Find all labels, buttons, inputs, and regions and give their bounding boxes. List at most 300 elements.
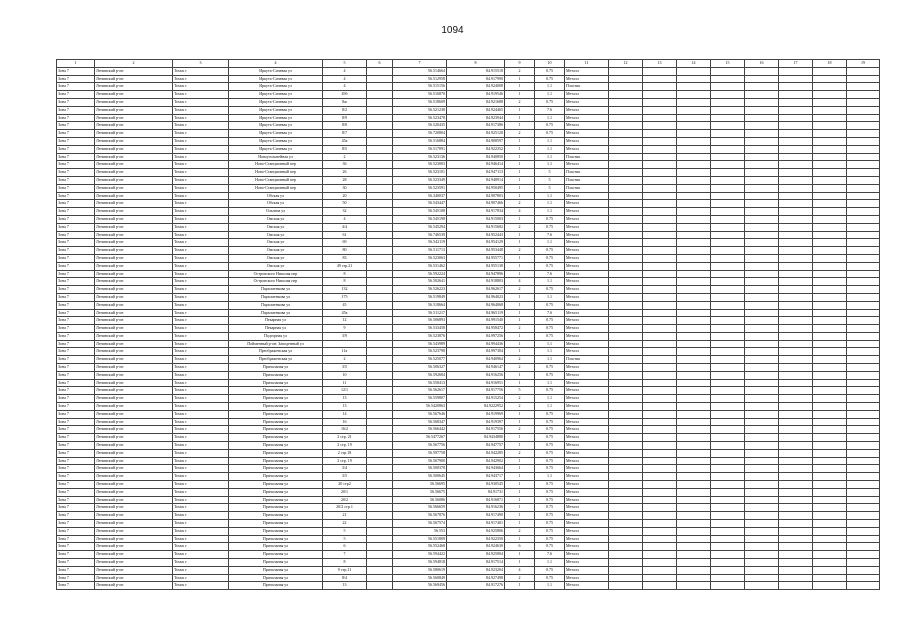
table-cell: Металл (565, 418, 609, 426)
table-cell (711, 356, 745, 364)
table-cell (609, 434, 643, 442)
table-cell: 1 (505, 176, 535, 184)
table-cell (367, 231, 393, 239)
table-cell (847, 379, 880, 387)
table-cell: Иркута-Сичевая ул (229, 98, 323, 106)
table-cell: Причальная ул (229, 481, 323, 489)
table-cell (677, 574, 711, 582)
table-cell (609, 317, 643, 325)
table-cell: Томск г (173, 527, 229, 535)
table-cell: 84.964023 (447, 293, 505, 301)
table-cell: Причальная ул (229, 465, 323, 473)
table-cell: 20 стр2 (323, 481, 367, 489)
table-cell: Ленинский р-он (95, 215, 173, 223)
table-cell: 56.543989 (393, 340, 447, 348)
table-cell: Ленинский р-он (95, 145, 173, 153)
table-cell: 1 (505, 442, 535, 450)
table-cell (643, 91, 677, 99)
table-cell (367, 215, 393, 223)
table-cell: 1.1 (535, 379, 565, 387)
table-row (57, 481, 880, 489)
table-cell: 2 стр. 19 (323, 457, 367, 465)
table-cell: 11а (323, 348, 367, 356)
table-cell: 56.516870 (393, 91, 447, 99)
table-cell: Ленинский р-он (95, 582, 173, 590)
table-cell: Зона 7 (57, 161, 95, 169)
table-cell (323, 340, 367, 348)
table-cell (813, 122, 847, 130)
table-cell: 4 (323, 215, 367, 223)
table-cell: 1 (505, 473, 535, 481)
table-cell: 7.6 (535, 106, 565, 114)
table-cell (643, 566, 677, 574)
table-cell: 9 стр.11 (323, 566, 367, 574)
table-cell: 84.942902 (447, 457, 505, 465)
table-cell (745, 559, 779, 567)
table-cell (745, 192, 779, 200)
table-cell (745, 473, 779, 481)
table-cell (779, 114, 813, 122)
table-cell (643, 208, 677, 216)
table-cell (847, 348, 880, 356)
table-cell (711, 208, 745, 216)
table-row (57, 270, 880, 278)
table-cell: Томск г (173, 161, 229, 169)
table-cell: Причальная ул (229, 520, 323, 528)
table-cell: Ленинский р-он (95, 356, 173, 364)
table-cell: Зона 7 (57, 348, 95, 356)
table-cell: Томск г (173, 137, 229, 145)
table-cell: Причальная ул (229, 535, 323, 543)
table-cell (779, 356, 813, 364)
table-cell (745, 332, 779, 340)
table-cell (847, 301, 880, 309)
table-cell (609, 559, 643, 567)
table-cell (643, 348, 677, 356)
table-cell (609, 223, 643, 231)
table-cell (643, 434, 677, 442)
table-row (57, 496, 880, 504)
table-cell: 1.1 (535, 559, 565, 567)
table-cell (677, 67, 711, 75)
table-cell: Пластик (565, 356, 609, 364)
table-cell (643, 153, 677, 161)
table-cell (779, 465, 813, 473)
table-cell: Металл (565, 301, 609, 309)
table-cell (643, 481, 677, 489)
table-cell: 83 (323, 254, 367, 262)
table-cell (609, 91, 643, 99)
table-cell: Ленинский р-он (95, 504, 173, 512)
table-cell: Томск г (173, 208, 229, 216)
table-cell (367, 434, 393, 442)
table-cell: 6 (323, 543, 367, 551)
table-cell: 1 (505, 410, 535, 418)
table-cell: Зона 7 (57, 512, 95, 520)
table-cell (643, 527, 677, 535)
table-cell (779, 75, 813, 83)
table-cell (367, 488, 393, 496)
column-number-cell: 9 (505, 60, 535, 68)
table-cell (711, 231, 745, 239)
table-cell: 1.1 (535, 114, 565, 122)
column-number-cell: 1 (57, 60, 95, 68)
table-cell: Зона 7 (57, 176, 95, 184)
table-cell (711, 403, 745, 411)
table-cell: 0.75 (535, 535, 565, 543)
table-cell (779, 91, 813, 99)
table-cell: 84.919969 (447, 410, 505, 418)
table-cell (643, 364, 677, 372)
table-cell (779, 348, 813, 356)
table-cell (643, 223, 677, 231)
table-cell: 84.907803 (447, 192, 505, 200)
table-cell: 8/9 (323, 114, 367, 122)
table-cell (677, 403, 711, 411)
table-cell: 4 (323, 67, 367, 75)
table-cell: 1 (505, 348, 535, 356)
table-row (57, 403, 880, 411)
table-cell: 0.75 (535, 488, 565, 496)
table-cell (847, 504, 880, 512)
table-cell: 84.942285 (447, 449, 505, 457)
table-row (57, 293, 880, 301)
table-cell (711, 504, 745, 512)
table-cell (745, 286, 779, 294)
table-cell: 56.56675 (393, 488, 447, 496)
table-cell: Томск г (173, 582, 229, 590)
table-cell: Металл (565, 223, 609, 231)
table-cell (847, 223, 880, 231)
table-row (57, 434, 880, 442)
table-cell (677, 200, 711, 208)
table-cell: Зона 7 (57, 410, 95, 418)
table-cell (779, 145, 813, 153)
table-cell: Ленинский р-он (95, 395, 173, 403)
table-cell: Причальная ул (229, 566, 323, 574)
table-cell: Зона 7 (57, 293, 95, 301)
table-cell: Ленинский р-он (95, 114, 173, 122)
table-cell: 1.1 (535, 192, 565, 200)
table-cell: 84.908597 (447, 137, 505, 145)
table-cell: Ленинский р-он (95, 301, 173, 309)
table-cell: Зона 7 (57, 364, 95, 372)
table-cell: 0.75 (535, 75, 565, 83)
table-cell (609, 293, 643, 301)
table-cell: 84.943664 (447, 465, 505, 473)
table-cell: Ленинский р-он (95, 410, 173, 418)
table-cell: Ленинский р-он (95, 325, 173, 333)
table-row (57, 340, 880, 348)
table-cell (677, 114, 711, 122)
table-cell (813, 192, 847, 200)
table-cell: Металл (565, 286, 609, 294)
table-cell (847, 91, 880, 99)
table-row (57, 130, 880, 138)
table-cell: 45а (323, 137, 367, 145)
table-cell (609, 403, 643, 411)
table-cell: Томск г (173, 488, 229, 496)
table-cell: 84.922352 (447, 145, 505, 153)
table-cell (677, 356, 711, 364)
table-cell: 56.545108 (393, 208, 447, 216)
table-cell (847, 364, 880, 372)
table-cell (677, 410, 711, 418)
table-cell (711, 301, 745, 309)
table-cell (847, 270, 880, 278)
table-cell: Ленинский р-он (95, 364, 173, 372)
table-cell (609, 371, 643, 379)
table-cell (813, 254, 847, 262)
table-cell (813, 262, 847, 270)
table-cell: Причальная ул (229, 473, 323, 481)
column-number-cell: 18 (813, 60, 847, 68)
table-cell (367, 566, 393, 574)
table-cell (813, 145, 847, 153)
table-cell (847, 98, 880, 106)
table-cell: 84.917556 (447, 426, 505, 434)
table-cell (813, 434, 847, 442)
table-cell (711, 262, 745, 270)
table-cell: 84.994436 (447, 340, 505, 348)
table-cell (677, 169, 711, 177)
table-cell (847, 574, 880, 582)
table-cell (711, 379, 745, 387)
table-cell (711, 340, 745, 348)
table-cell: Зона 7 (57, 481, 95, 489)
table-cell (847, 434, 880, 442)
page-number: 1094 (441, 25, 464, 36)
table-cell: 2 (505, 286, 535, 294)
table-row (57, 504, 880, 512)
table-cell (813, 527, 847, 535)
column-number-cell: 10 (535, 60, 565, 68)
table-cell: 56.521238 (393, 106, 447, 114)
table-cell (847, 325, 880, 333)
table-cell: Зона 7 (57, 215, 95, 223)
table-cell (813, 91, 847, 99)
table-cell (643, 286, 677, 294)
table-cell (745, 83, 779, 91)
table-cell: 0.75 (535, 457, 565, 465)
table-cell: Металл (565, 527, 609, 535)
table-cell: 84.946414 (447, 161, 505, 169)
table-cell (745, 481, 779, 489)
table-row (57, 278, 880, 286)
table-cell: Металл (565, 137, 609, 145)
table-cell: Ленинский р-он (95, 332, 173, 340)
table-cell: Ленинский р-он (95, 566, 173, 574)
table-cell (813, 410, 847, 418)
table-cell: Ленинский р-он (95, 317, 173, 325)
table-cell (677, 161, 711, 169)
table-cell: Металл (565, 192, 609, 200)
table-cell (847, 309, 880, 317)
table-cell: Томск г (173, 543, 229, 551)
table-cell: Зона 7 (57, 543, 95, 551)
table-cell: Зона 7 (57, 270, 95, 278)
table-cell: Металл (565, 582, 609, 590)
table-cell: Ленинский р-он (95, 481, 173, 489)
table-cell (813, 106, 847, 114)
table-cell: 1.1 (535, 582, 565, 590)
column-number-cell: 3 (173, 60, 229, 68)
table-cell (367, 317, 393, 325)
table-cell: 84.916951 (447, 379, 505, 387)
table-cell: 56.543447 (393, 200, 447, 208)
table-cell (813, 512, 847, 520)
table-cell: Металл (565, 106, 609, 114)
table-row (57, 114, 880, 122)
table-cell (367, 364, 393, 372)
table-cell (711, 387, 745, 395)
table-cell: 56.568347 (393, 418, 447, 426)
table-cell: Томск г (173, 387, 229, 395)
table-cell: 6 (505, 543, 535, 551)
table-cell (677, 527, 711, 535)
table-cell (677, 293, 711, 301)
column-number-cell: 19 (847, 60, 880, 68)
table-cell: Иркута-Сичевая ул (229, 106, 323, 114)
table-cell (677, 512, 711, 520)
table-cell: Металл (565, 403, 609, 411)
table-cell: Пархоменкова ул (229, 309, 323, 317)
table-cell (711, 223, 745, 231)
table-cell: 84.940850 (447, 153, 505, 161)
table-cell: 56.520435 (393, 122, 447, 130)
table-cell (643, 395, 677, 403)
table-cell (711, 426, 745, 434)
table-cell: 13 (323, 395, 367, 403)
table-cell (643, 169, 677, 177)
table-cell (813, 403, 847, 411)
table-cell: Ленинский р-он (95, 488, 173, 496)
table-cell: Зона 7 (57, 247, 95, 255)
table-row (57, 223, 880, 231)
table-cell: 56.519849 (393, 293, 447, 301)
table-cell: Металл (565, 488, 609, 496)
table-cell: Металл (565, 278, 609, 286)
table-cell: 1 (505, 122, 535, 130)
table-cell (643, 574, 677, 582)
table-cell: Зона 7 (57, 574, 95, 582)
table-cell: 32 (323, 208, 367, 216)
table-cell: Подгорная ул (229, 332, 323, 340)
table-cell (677, 137, 711, 145)
table-cell: Томск г (173, 325, 229, 333)
table-cell: 175 (323, 293, 367, 301)
table-cell (711, 145, 745, 153)
table-cell: 0.75 (535, 223, 565, 231)
table-cell (847, 387, 880, 395)
table-cell (711, 371, 745, 379)
table-cell: 8ж (323, 98, 367, 106)
table-cell: Металл (565, 410, 609, 418)
table-cell (609, 543, 643, 551)
table-cell: 0.75 (535, 449, 565, 457)
table-cell: Ленинский р-он (95, 551, 173, 559)
table-cell: 84.916871 (447, 496, 505, 504)
table-cell: 0.75 (535, 332, 565, 340)
table-cell (609, 239, 643, 247)
table-cell (609, 169, 643, 177)
table-cell (711, 364, 745, 372)
table-cell: Ленинский р-он (95, 67, 173, 75)
table-cell (609, 512, 643, 520)
table-cell: 3/5 (323, 473, 367, 481)
table-cell (643, 449, 677, 457)
table-cell (643, 535, 677, 543)
table-cell: Томск г (173, 153, 229, 161)
table-cell: 0.75 (535, 410, 565, 418)
table-cell: 20/1 (323, 488, 367, 496)
table-cell: 56.720804 (393, 130, 447, 138)
table-cell (779, 473, 813, 481)
table-cell: Зона 7 (57, 582, 95, 590)
table-cell (367, 449, 393, 457)
table-cell (677, 184, 711, 192)
table-cell (677, 145, 711, 153)
table-cell: 56.5420863 (393, 403, 447, 411)
table-cell: 2 стр. 19 (323, 442, 367, 450)
table-cell (813, 387, 847, 395)
table-cell: Иркута-Сичевая ул (229, 122, 323, 130)
table-cell: Зона 7 (57, 332, 95, 340)
table-cell (711, 200, 745, 208)
table-cell: 1.1 (535, 278, 565, 286)
table-cell: 84.955138 (447, 262, 505, 270)
table-cell: Томск г (173, 512, 229, 520)
table-cell: Пархоменкова ул (229, 293, 323, 301)
table-cell (609, 75, 643, 83)
table-cell: Металл (565, 254, 609, 262)
table-cell: 56.531462 (393, 262, 447, 270)
table-cell: 1.1 (535, 83, 565, 91)
table-cell (745, 403, 779, 411)
table-cell (609, 410, 643, 418)
table-cell (367, 208, 393, 216)
table-cell: Томск г (173, 379, 229, 387)
table-cell: Зона 7 (57, 520, 95, 528)
table-cell (367, 293, 393, 301)
table-cell (609, 137, 643, 145)
table-row (57, 379, 880, 387)
table-cell: Томск г (173, 566, 229, 574)
table-cell (779, 457, 813, 465)
table-cell: 36 (323, 161, 367, 169)
table-cell: 84.927498 (447, 574, 505, 582)
table-cell: 5 (505, 387, 535, 395)
table-cell: 56.523591 (393, 184, 447, 192)
table-cell: 56.523798 (393, 348, 447, 356)
table-row (57, 254, 880, 262)
table-cell: 1.1 (535, 239, 565, 247)
table-cell: 84.965119 (447, 309, 505, 317)
table-cell: Зона 7 (57, 309, 95, 317)
table-cell: 84.924008 (447, 83, 505, 91)
table-cell (745, 543, 779, 551)
table-cell: Ленинский р-он (95, 559, 173, 567)
table-cell: 56.580619 (393, 566, 447, 574)
table-cell: 56.500645 (393, 473, 447, 481)
table-row (57, 91, 880, 99)
table-cell: Причальная ул (229, 403, 323, 411)
table-cell (779, 582, 813, 590)
table-cell (813, 215, 847, 223)
table-cell (745, 301, 779, 309)
table-cell: 84.916256 (447, 371, 505, 379)
table-cell (367, 153, 393, 161)
